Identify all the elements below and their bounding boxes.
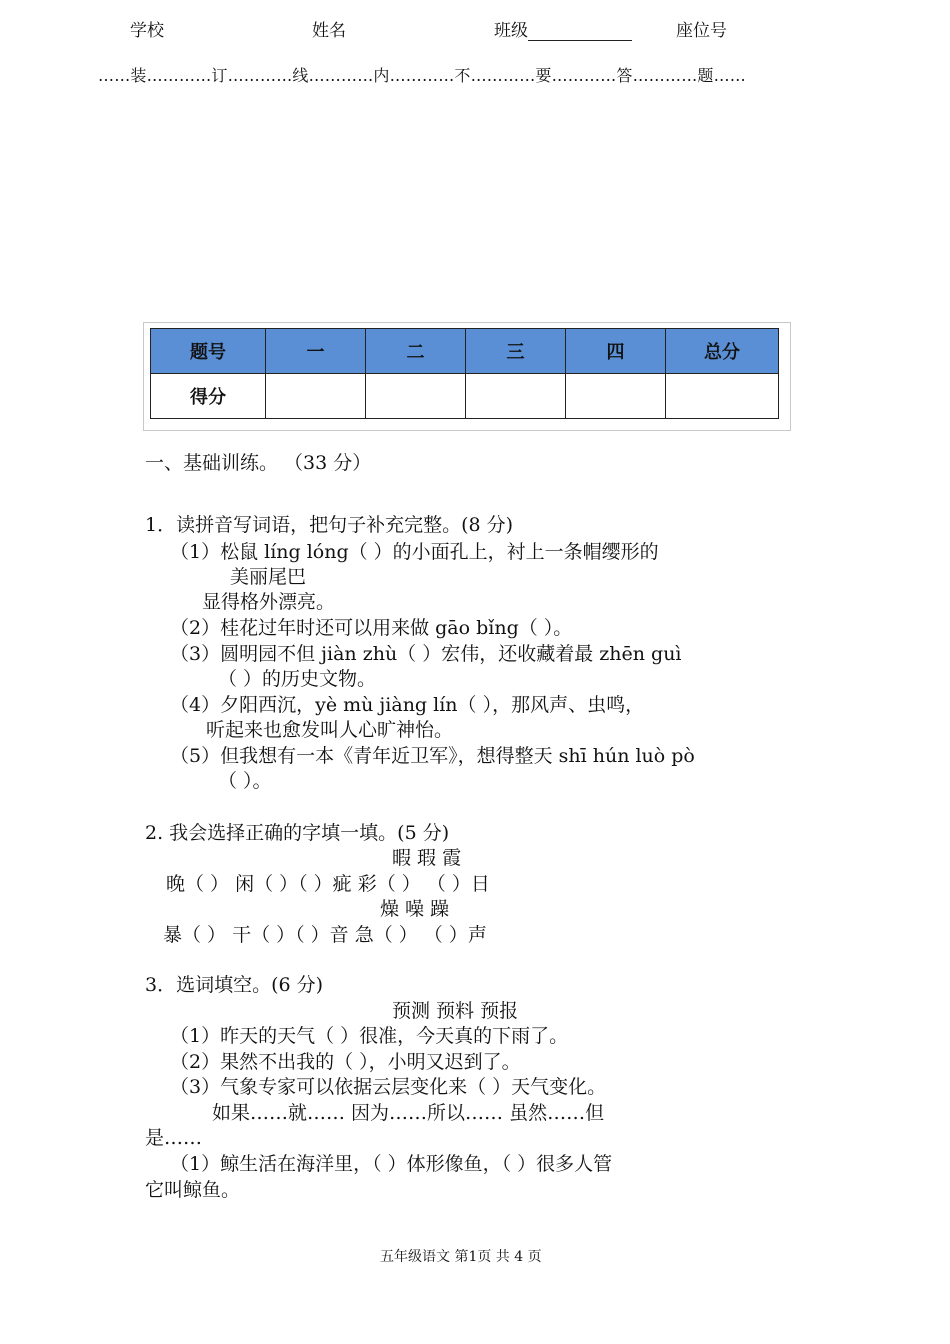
score-header-cell: 一 (266, 329, 366, 374)
question-1-line: （4）夕阳西沉，yè mù jiàng lín（ ），那风声、虫鸣， (170, 694, 645, 716)
school-label: 学校 (130, 21, 164, 41)
question-3-conjunctions: 如果……就…… 因为……所以…… 虽然……但 (212, 1102, 605, 1124)
question-1-line: （1）松鼠 líng lóng（ ）的小面孔上，衬上一条帽缨形的 (170, 541, 659, 563)
question-3-line: （3）气象专家可以依据云层变化来（ ）天气变化。 (170, 1076, 607, 1098)
question-3-line: 它叫鲸鱼。 (145, 1179, 241, 1201)
score-header-cell: 总分 (666, 329, 779, 374)
score-header-cell: 题号 (151, 329, 266, 374)
question-2-chars: 燥 噪 躁 (380, 898, 450, 920)
fold-line: ……装…………订…………线…………内…………不…………要…………答…………题…… (98, 66, 746, 85)
question-2-title: 2. 我会选择正确的字填一填。(5 分) (145, 822, 450, 844)
section-title: 一、基础训练。 （33 分） (145, 452, 372, 474)
score-header-cell: 三 (466, 329, 566, 374)
score-table-frame (143, 322, 791, 431)
score-header-cell: 四 (566, 329, 666, 374)
question-3-line: （1）昨天的天气（ ）很准，今天真的下雨了。 (170, 1025, 569, 1047)
question-1-line: 听起来也愈发叫人心旷神怡。 (206, 719, 454, 741)
score-cell[interactable] (366, 374, 466, 419)
question-2-line: 晚（ ） 闲（ ）（ ）疵 彩（ ） （ ）日 (166, 873, 490, 895)
question-1-line: （5）但我想有一本《青年近卫军》，想得整天 shī hún luò pò (170, 745, 695, 767)
class-field (494, 16, 632, 41)
score-table-score-row (151, 374, 779, 419)
score-cell[interactable] (566, 374, 666, 419)
question-3-line: （1）鲸生活在海洋里，（ ）体形像鱼，（ ）很多人管 (170, 1153, 613, 1175)
question-1-line: （3）圆明园不但 jiàn zhù（ ）宏伟，还收藏着最 zhēn guì (170, 643, 682, 665)
question-3-words: 预测 预料 预报 (392, 1000, 519, 1022)
score-row-label: 得分 (151, 374, 266, 419)
question-1-line: （ ）。 (218, 770, 272, 792)
score-header-cell: 二 (366, 329, 466, 374)
question-1-line: （2）桂花过年时还可以用来做 gāo bǐng（ ）。 (170, 617, 573, 639)
class-underline (528, 24, 632, 41)
question-1-line: （ ）的历史文物。 (218, 668, 377, 690)
score-cell[interactable] (466, 374, 566, 419)
question-3-line: （2）果然不出我的（ ），小明又迟到了。 (170, 1051, 521, 1073)
question-2-chars: 暇 瑕 霞 (392, 847, 462, 869)
question-1-line: 显得格外漂亮。 (202, 591, 336, 613)
score-cell[interactable] (266, 374, 366, 419)
seat-label: 座位号 (676, 21, 727, 41)
class-label: 班级 (494, 21, 528, 41)
question-3-title: 3．选词填空。(6 分) (145, 974, 324, 996)
question-3-conjunctions-cont: 是…… (145, 1127, 203, 1149)
page-footer: 五年级语文 第1页 共 4 页 (380, 1249, 542, 1265)
score-table (150, 328, 779, 419)
score-table-header-row (151, 329, 779, 374)
score-cell[interactable] (666, 374, 779, 419)
question-2-line: 暴（ ） 干（ ）（ ）音 急（ ） （ ）声 (163, 924, 487, 946)
question-1-line: 美丽尾巴 (230, 566, 307, 588)
name-label: 姓名 (312, 21, 346, 41)
question-1-title: 1．读拼音写词语，把句子补充完整。(8 分) (145, 514, 514, 536)
